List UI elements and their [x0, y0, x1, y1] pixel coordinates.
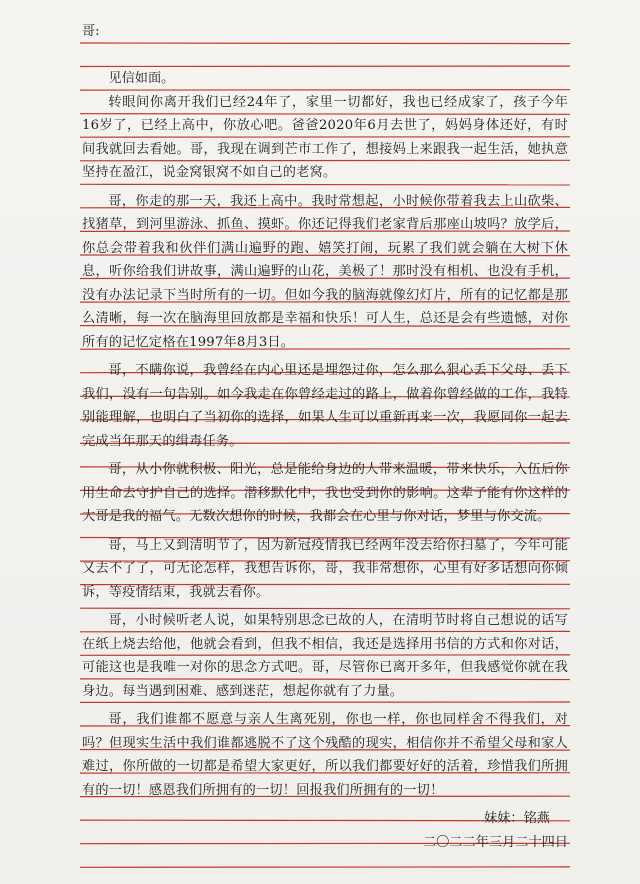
- paragraph-5: 哥，马上又到清明节了，因为新冠疫情我已经两年没去给你扫墓了，今年可能又去不了了，可无论怎样，我想告诉你，哥，我非常想你，心里有好多话想向你倾诉，等疫情结束，我就去看你。: [82, 537, 568, 600]
- paragraph-2: 哥，你走的那一天，我还上高中。我时常想起，小时候你带着我去上山砍柴、找猪草，到河里游泳、抓鱼、摸虾。你还记得我们老家背后那座山坡吗？放学后，你总会带着我和伙伴们满山遍野的跑、嬉笑打闹，玩累了我们就会躺在大树下休息，听你给我们讲故事，满山遍野的山花，美极了！那时没有相机、也没有手机，没有办法记录下当时所有的一切。但如今我的脑海就像幻灯片，所有的记忆都是那么清晰，每一次在脑海里回放都是幸福和快乐！可人生，总还是会有些遗憾，对你所有的记忆定格在1997年8月3日。: [82, 193, 568, 350]
- paragraph-3: 哥，不瞒你说，我曾经在内心里还是埋怨过你，怎么那么狠心丢下父母、丢下我们，没有一句告别。如今我走在你曾经走过的路上，做着你曾经做的工作，我特别能理解，也明白了当初你的选择，如果人生可以重新再来一次，我愿同你一起去完成当年那天的缉毒任务。: [82, 363, 568, 449]
- letter-body: [82, 20, 568, 854]
- paragraph-6: 哥，小时候听老人说，如果特别思念已故的人，在清明节时将自己想说的话写在纸上烧去给他，他就会看到，但我不相信，我还是选择用书信的方式和你对话，可能这也是我唯一对你的思念方式吧。哥，尽管你已离开多年，但我感觉你就在我身边。每当遇到困难、感到迷茫，想起你就有了力量。: [82, 613, 568, 699]
- paragraph-7: 哥，我们谁都不愿意与亲人生离死别，你也一样，你也同样舍不得我们，对吗？但现实生活中我们谁都逃脱不了这个残酷的现实，相信你并不希望父母和家人难过，你所做的一切都是希望大家更好，所以我们都要好好的活着，珍惜我们所拥有的一切！感恩我们所拥有的一切！回报我们所拥有的一切！: [82, 712, 568, 798]
- paragraph-4: 哥，从小你就积极、阳光，总是能给身边的人带来温暖，带来快乐，入伍后你用生命去守护自己的选择。潜移默化中，我也受到你的影响。这辈子能有你这样的大哥是我的福气。无数次想你的时候，我都会在心里与你对话，梦里与你交流。: [82, 462, 568, 524]
- letter-date: 二〇二二年三月二十四日: [422, 834, 568, 850]
- greeting: 见信如面。: [108, 71, 175, 86]
- paragraph-1: 转眼间你离开我们已经24年了，家里一切都好，我也已经成家了，孩子今年16岁了，已经上高中，你放心吧。爸爸2020年6月去世了，妈妈身体还好，有时间我就回去看她。哥，我现在调到芒市工作了，想接妈上来跟我一起生活，她执意坚持在盈江，说金窝银窝不如自己的老窝。: [82, 94, 568, 180]
- salutation: 哥:: [82, 24, 100, 39]
- signature: 妹妹：铭燕: [484, 811, 550, 826]
